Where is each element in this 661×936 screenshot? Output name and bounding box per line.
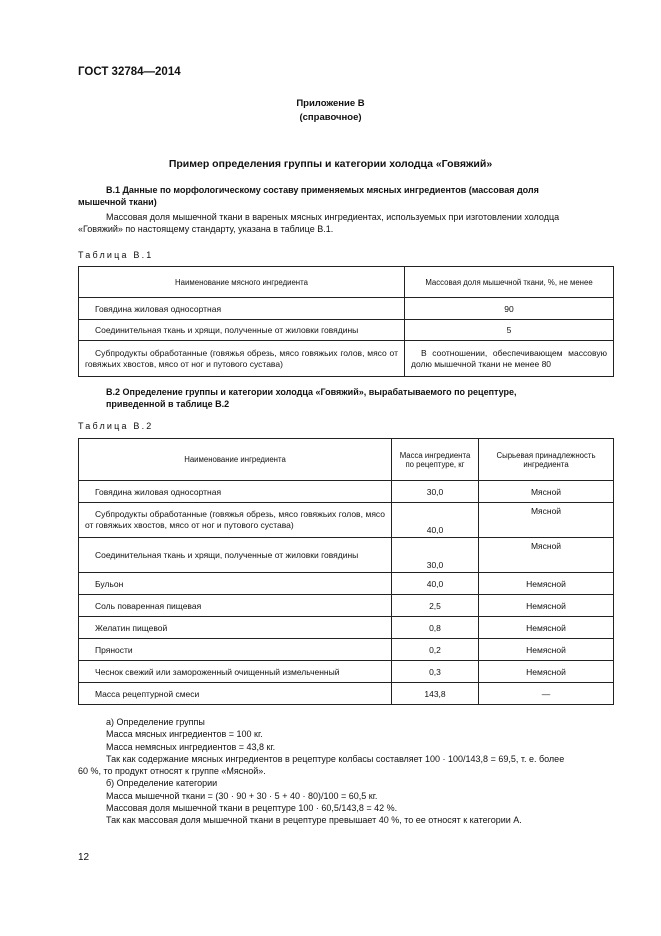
table2-cell-mass: 40,0 [392, 573, 479, 595]
table2-cell-type: Мясной [479, 503, 614, 538]
calc-line: Масса мясных ингредиентов = 100 кг. [106, 729, 263, 740]
section-b1-heading-line1: В.1 Данные по морфологическому составу применяемых мясных ингредиентов (массовая доля [106, 185, 539, 195]
table1-cell-name: Соединительная ткань и хрящи, полученные от жиловки говядины [79, 320, 405, 341]
table2-caption: Таблица В.2 [78, 421, 154, 431]
table2-cell-mass: 2,5 [392, 595, 479, 617]
table-row [79, 639, 614, 661]
table-row [79, 538, 614, 573]
table2-cell-mass: 40,0 [392, 503, 479, 538]
table-row [79, 481, 614, 503]
calc-line: Так как массовая доля мышечной ткани в рецептуре превышает 40 %, то ее относят к категории А. [106, 815, 522, 826]
table2-cell-mass: 143,8 [392, 683, 479, 705]
page-number: 12 [78, 852, 90, 863]
calc-line: Так как содержание мясных ингредиентов в рецептуре колбасы составляет 100 · 100/143,8 = 69,5, т. е. более [106, 753, 565, 764]
table-row [79, 617, 614, 639]
table2-cell-type: Мясной [479, 481, 614, 503]
table2-cell-name: Говядина жиловая односортная [79, 481, 392, 503]
table2-cell-mass: 0,8 [392, 617, 479, 639]
table-b1 [78, 266, 614, 377]
table-row [79, 341, 614, 377]
table2-cell-type: Немясной [479, 573, 614, 595]
table-row [79, 573, 614, 595]
calc-line: 60 %, то продукт относят к группе «Мясной». [78, 766, 266, 777]
main-title: Пример определения группы и категории холодца «Говяжий» [168, 158, 493, 170]
calc-line: б) Определение категории [106, 778, 218, 789]
table2-header-type: Сырьевая принадлежность ингредиента [479, 439, 614, 481]
section-b2-heading-line1: В.2 Определение группы и категории холодца «Говяжий», вырабатываемого по рецептуре, [106, 387, 517, 397]
table2-cell-type: Мясной [479, 538, 614, 573]
table1-caption: Таблица В.1 [78, 250, 154, 260]
table1-cell-value: В соотношении, обеспечивающем массовую долю мышечной ткани не менее 80 [405, 341, 614, 377]
table2-cell-name: Субпродукты обработанные (говяжья обрезь, мясо говяжьих голов, мясо от говяжьих хвостов, мясо от ног и путового сустава) [79, 503, 392, 538]
table-row [79, 595, 614, 617]
table1-cell-name: Субпродукты обработанные (говяжья обрезь, мясо говяжьих голов, мясо от говяжьих хвостов, мясо от ног и путового сустава) [79, 341, 405, 377]
table2-cell-name: Масса рецептурной смеси [79, 683, 392, 705]
section-b1-heading-line2: мышечной ткани) [78, 197, 157, 207]
annex-subtitle: (справочное) [299, 112, 362, 123]
table-row [79, 298, 614, 320]
calc-line: Массовая доля мышечной ткани в рецептуре 100 · 60,5/143,8 = 42 %. [106, 803, 398, 814]
calc-line: а) Определение группы [106, 717, 205, 727]
table2-header-name: Наименование ингредиента [79, 439, 392, 481]
table2-cell-type: Немясной [479, 595, 614, 617]
table2-cell-mass: 0,2 [392, 639, 479, 661]
table1-cell-name: Говядина жиловая односортная [79, 298, 405, 320]
table2-cell-name: Соль поваренная пищевая [79, 595, 392, 617]
calculation-block [78, 716, 618, 827]
table-row [79, 683, 614, 705]
table2-cell-type: — [479, 683, 614, 705]
table2-cell-type: Немясной [479, 617, 614, 639]
section-b1-text [78, 211, 612, 235]
table2-cell-mass: 30,0 [392, 538, 479, 573]
table-row [79, 661, 614, 683]
table2-cell-type: Немясной [479, 661, 614, 683]
table-row [79, 503, 614, 538]
table1-cell-value: 5 [405, 320, 614, 341]
table2-cell-mass: 0,3 [392, 661, 479, 683]
table1-cell-value: 90 [405, 298, 614, 320]
table2-cell-type: Немясной [479, 639, 614, 661]
section-b2-heading-line2: приведенной в таблице В.2 [106, 399, 230, 409]
section-b2-heading [78, 386, 612, 410]
table1-header-name: Наименование мясного ингредиента [79, 267, 405, 298]
section-b1-text-line1: Массовая доля мышечной ткани в вареных мясных ингредиентах, используемых при изготовлении холодца [106, 212, 560, 222]
table2-cell-name: Бульон [79, 573, 392, 595]
table-b2 [78, 438, 614, 705]
section-b1-heading [78, 184, 612, 208]
table2-cell-name: Чеснок свежий или замороженный очищенный измельченный [79, 661, 392, 683]
table2-cell-name: Соединительная ткань и хрящи, полученные от жиловки говядины [79, 538, 392, 573]
table-row [79, 320, 614, 341]
annex-title: Приложение В [296, 98, 365, 109]
table2-cell-mass: 30,0 [392, 481, 479, 503]
table1-header-value: Массовая доля мышечной ткани, %, не менее [405, 267, 614, 298]
calc-line: Масса мышечной ткани = (30 · 90 + 30 · 5 + 40 · 80)/100 = 60,5 кг. [106, 790, 378, 801]
document-header: ГОСТ 32784—2014 [78, 66, 181, 78]
calc-line: Масса немясных ингредиентов = 43,8 кг. [106, 741, 276, 752]
section-b1-text-line2: «Говяжий» по настоящему стандарту, указана в таблице В.1. [78, 224, 334, 234]
table2-cell-name: Пряности [79, 639, 392, 661]
table2-cell-name: Желатин пищевой [79, 617, 392, 639]
table2-header-mass: Масса ингредиента по рецептуре, кг [392, 439, 479, 481]
